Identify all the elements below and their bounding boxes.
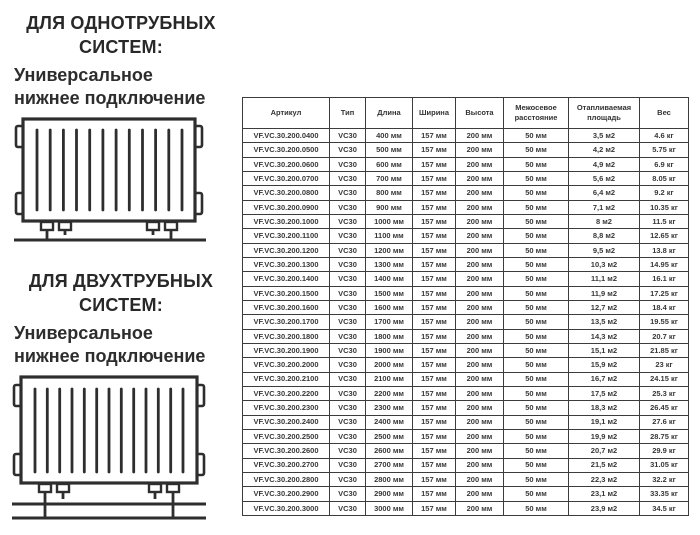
cell-axial-distance: 50 мм	[504, 129, 569, 143]
cell-length: 1600 мм	[366, 300, 413, 314]
cell-article: VF.VC.30.200.1800	[243, 329, 330, 343]
cell-height: 200 мм	[456, 171, 504, 185]
cell-type: VC30	[330, 200, 366, 214]
cell-type: VC30	[330, 186, 366, 200]
radiator-two-pipe-diagram-icon	[10, 374, 208, 524]
cell-type: VC30	[330, 315, 366, 329]
cell-height: 200 мм	[456, 415, 504, 429]
cell-article: VF.VC.30.200.0800	[243, 186, 330, 200]
cell-length: 800 мм	[366, 186, 413, 200]
cell-width: 157 мм	[413, 444, 456, 458]
cell-height: 200 мм	[456, 487, 504, 501]
table-row	[243, 171, 689, 185]
cell-axial-distance: 50 мм	[504, 429, 569, 443]
cell-width: 157 мм	[413, 358, 456, 372]
cell-heated-area: 23,9 м2	[569, 501, 640, 515]
cell-type: VC30	[330, 157, 366, 171]
cell-weight: 24.15 кг	[640, 372, 689, 386]
table-row	[243, 129, 689, 143]
cell-width: 157 мм	[413, 343, 456, 357]
cell-weight: 16.1 кг	[640, 272, 689, 286]
table-row	[243, 429, 689, 443]
cell-weight: 29.9 кг	[640, 444, 689, 458]
col-header-length: Длина	[366, 98, 413, 129]
cell-type: VC30	[330, 458, 366, 472]
cell-weight: 9.2 кг	[640, 186, 689, 200]
cell-length: 2600 мм	[366, 444, 413, 458]
cell-type: VC30	[330, 286, 366, 300]
cell-axial-distance: 50 мм	[504, 487, 569, 501]
cell-height: 200 мм	[456, 343, 504, 357]
table-row	[243, 487, 689, 501]
cell-type: VC30	[330, 429, 366, 443]
cell-weight: 5.75 кг	[640, 143, 689, 157]
cell-type: VC30	[330, 214, 366, 228]
cell-article: VF.VC.30.200.1500	[243, 286, 330, 300]
cell-article: VF.VC.30.200.0700	[243, 171, 330, 185]
cell-length: 1200 мм	[366, 243, 413, 257]
cell-weight: 18.4 кг	[640, 300, 689, 314]
cell-axial-distance: 50 мм	[504, 243, 569, 257]
cell-weight: 6.9 кг	[640, 157, 689, 171]
cell-type: VC30	[330, 143, 366, 157]
cell-article: VF.VC.30.200.2900	[243, 487, 330, 501]
col-header-type: Тип	[330, 98, 366, 129]
cell-heated-area: 17,5 м2	[569, 386, 640, 400]
cell-height: 200 мм	[456, 444, 504, 458]
cell-length: 900 мм	[366, 200, 413, 214]
cell-axial-distance: 50 мм	[504, 329, 569, 343]
cell-weight: 11.5 кг	[640, 214, 689, 228]
cell-heated-area: 11,9 м2	[569, 286, 640, 300]
cell-type: VC30	[330, 329, 366, 343]
cell-width: 157 мм	[413, 186, 456, 200]
cell-width: 157 мм	[413, 487, 456, 501]
cell-length: 700 мм	[366, 171, 413, 185]
cell-height: 200 мм	[456, 358, 504, 372]
cell-weight: 26.45 кг	[640, 401, 689, 415]
cell-weight: 28.75 кг	[640, 429, 689, 443]
cell-length: 2700 мм	[366, 458, 413, 472]
cell-height: 200 мм	[456, 300, 504, 314]
cell-type: VC30	[330, 386, 366, 400]
cell-article: VF.VC.30.200.1300	[243, 257, 330, 271]
cell-weight: 32.2 кг	[640, 472, 689, 486]
cell-length: 2100 мм	[366, 372, 413, 386]
cell-heated-area: 3,5 м2	[569, 129, 640, 143]
col-header-weight: Вес	[640, 98, 689, 129]
col-header-article: Артикул	[243, 98, 330, 129]
cell-axial-distance: 50 мм	[504, 257, 569, 271]
two-pipe-section-subtitle: Универсальное нижнее подключение	[14, 323, 206, 367]
cell-article: VF.VC.30.200.1700	[243, 315, 330, 329]
cell-width: 157 мм	[413, 372, 456, 386]
cell-weight: 13.8 кг	[640, 243, 689, 257]
cell-weight: 27.6 кг	[640, 415, 689, 429]
cell-width: 157 мм	[413, 501, 456, 515]
cell-weight: 19.55 кг	[640, 315, 689, 329]
cell-axial-distance: 50 мм	[504, 472, 569, 486]
cell-axial-distance: 50 мм	[504, 157, 569, 171]
cell-height: 200 мм	[456, 229, 504, 243]
cell-width: 157 мм	[413, 214, 456, 228]
cell-axial-distance: 50 мм	[504, 315, 569, 329]
cell-axial-distance: 50 мм	[504, 401, 569, 415]
cell-weight: 12.65 кг	[640, 229, 689, 243]
table-row	[243, 501, 689, 515]
table-row	[243, 458, 689, 472]
table-header-row	[243, 98, 689, 129]
cell-heated-area: 15,1 м2	[569, 343, 640, 357]
cell-height: 200 мм	[456, 429, 504, 443]
cell-axial-distance: 50 мм	[504, 444, 569, 458]
cell-axial-distance: 50 мм	[504, 200, 569, 214]
single-pipe-section-title: ДЛЯ ОДНОТРУБНЫХ СИСТЕМ:	[26, 13, 216, 57]
cell-weight: 20.7 кг	[640, 329, 689, 343]
cell-height: 200 мм	[456, 243, 504, 257]
cell-height: 200 мм	[456, 157, 504, 171]
table-row	[243, 472, 689, 486]
cell-heated-area: 14,3 м2	[569, 329, 640, 343]
cell-height: 200 мм	[456, 458, 504, 472]
cell-type: VC30	[330, 300, 366, 314]
cell-heated-area: 4,2 м2	[569, 143, 640, 157]
cell-article: VF.VC.30.200.1000	[243, 214, 330, 228]
cell-width: 157 мм	[413, 243, 456, 257]
cell-length: 600 мм	[366, 157, 413, 171]
cell-axial-distance: 50 мм	[504, 300, 569, 314]
cell-width: 157 мм	[413, 300, 456, 314]
spec-table	[242, 97, 689, 516]
table-row	[243, 272, 689, 286]
cell-axial-distance: 50 мм	[504, 386, 569, 400]
cell-weight: 8.05 кг	[640, 171, 689, 185]
cell-type: VC30	[330, 372, 366, 386]
cell-type: VC30	[330, 472, 366, 486]
cell-type: VC30	[330, 243, 366, 257]
cell-height: 200 мм	[456, 129, 504, 143]
cell-axial-distance: 50 мм	[504, 171, 569, 185]
cell-axial-distance: 50 мм	[504, 272, 569, 286]
cell-height: 200 мм	[456, 501, 504, 515]
table-row	[243, 157, 689, 171]
cell-type: VC30	[330, 444, 366, 458]
table-row	[243, 243, 689, 257]
table-row	[243, 401, 689, 415]
cell-heated-area: 23,1 м2	[569, 487, 640, 501]
cell-article: VF.VC.30.200.0600	[243, 157, 330, 171]
cell-article: VF.VC.30.200.0500	[243, 143, 330, 157]
cell-height: 200 мм	[456, 200, 504, 214]
cell-article: VF.VC.30.200.2000	[243, 358, 330, 372]
cell-length: 2400 мм	[366, 415, 413, 429]
cell-length: 1400 мм	[366, 272, 413, 286]
cell-axial-distance: 50 мм	[504, 229, 569, 243]
table-row	[243, 358, 689, 372]
cell-heated-area: 7,1 м2	[569, 200, 640, 214]
cell-article: VF.VC.30.200.2400	[243, 415, 330, 429]
table-row	[243, 343, 689, 357]
cell-type: VC30	[330, 272, 366, 286]
cell-width: 157 мм	[413, 286, 456, 300]
table-row	[243, 372, 689, 386]
cell-width: 157 мм	[413, 415, 456, 429]
cell-length: 2500 мм	[366, 429, 413, 443]
table-row	[243, 200, 689, 214]
table-row	[243, 257, 689, 271]
cell-article: VF.VC.30.200.2500	[243, 429, 330, 443]
cell-length: 1100 мм	[366, 229, 413, 243]
cell-heated-area: 10,3 м2	[569, 257, 640, 271]
cell-axial-distance: 50 мм	[504, 501, 569, 515]
cell-height: 200 мм	[456, 372, 504, 386]
cell-type: VC30	[330, 343, 366, 357]
cell-heated-area: 21,5 м2	[569, 458, 640, 472]
cell-width: 157 мм	[413, 458, 456, 472]
cell-article: VF.VC.30.200.2700	[243, 458, 330, 472]
cell-axial-distance: 50 мм	[504, 214, 569, 228]
cell-article: VF.VC.30.200.2100	[243, 372, 330, 386]
cell-height: 200 мм	[456, 272, 504, 286]
cell-height: 200 мм	[456, 143, 504, 157]
cell-article: VF.VC.30.200.1900	[243, 343, 330, 357]
cell-type: VC30	[330, 257, 366, 271]
table-body	[243, 129, 689, 516]
cell-type: VC30	[330, 229, 366, 243]
cell-length: 2800 мм	[366, 472, 413, 486]
cell-axial-distance: 50 мм	[504, 286, 569, 300]
cell-length: 1900 мм	[366, 343, 413, 357]
cell-axial-distance: 50 мм	[504, 372, 569, 386]
cell-axial-distance: 50 мм	[504, 415, 569, 429]
cell-width: 157 мм	[413, 401, 456, 415]
cell-axial-distance: 50 мм	[504, 186, 569, 200]
cell-article: VF.VC.30.200.0900	[243, 200, 330, 214]
cell-heated-area: 12,7 м2	[569, 300, 640, 314]
cell-width: 157 мм	[413, 171, 456, 185]
cell-width: 157 мм	[413, 143, 456, 157]
table-row	[243, 229, 689, 243]
cell-width: 157 мм	[413, 329, 456, 343]
cell-heated-area: 20,7 м2	[569, 444, 640, 458]
cell-height: 200 мм	[456, 286, 504, 300]
cell-heated-area: 19,1 м2	[569, 415, 640, 429]
cell-weight: 25.3 кг	[640, 386, 689, 400]
cell-heated-area: 22,3 м2	[569, 472, 640, 486]
cell-weight: 14.95 кг	[640, 257, 689, 271]
table-row	[243, 329, 689, 343]
cell-heated-area: 5,6 м2	[569, 171, 640, 185]
cell-axial-distance: 50 мм	[504, 343, 569, 357]
cell-article: VF.VC.30.200.2200	[243, 386, 330, 400]
table-row	[243, 214, 689, 228]
cell-weight: 10.35 кг	[640, 200, 689, 214]
cell-height: 200 мм	[456, 386, 504, 400]
cell-article: VF.VC.30.200.2300	[243, 401, 330, 415]
cell-height: 200 мм	[456, 472, 504, 486]
cell-axial-distance: 50 мм	[504, 143, 569, 157]
col-header-width: Ширина	[413, 98, 456, 129]
cell-width: 157 мм	[413, 157, 456, 171]
cell-heated-area: 9,5 м2	[569, 243, 640, 257]
cell-type: VC30	[330, 415, 366, 429]
cell-article: VF.VC.30.200.1200	[243, 243, 330, 257]
cell-article: VF.VC.30.200.1400	[243, 272, 330, 286]
cell-length: 1800 мм	[366, 329, 413, 343]
cell-length: 1700 мм	[366, 315, 413, 329]
cell-height: 200 мм	[456, 214, 504, 228]
table-row	[243, 186, 689, 200]
cell-weight: 21.85 кг	[640, 343, 689, 357]
cell-heated-area: 16,7 м2	[569, 372, 640, 386]
cell-height: 200 мм	[456, 401, 504, 415]
cell-heated-area: 18,3 м2	[569, 401, 640, 415]
cell-type: VC30	[330, 129, 366, 143]
table-row	[243, 300, 689, 314]
cell-heated-area: 19,9 м2	[569, 429, 640, 443]
cell-width: 157 мм	[413, 257, 456, 271]
table-row	[243, 315, 689, 329]
cell-length: 400 мм	[366, 129, 413, 143]
cell-width: 157 мм	[413, 315, 456, 329]
cell-length: 2200 мм	[366, 386, 413, 400]
table-row	[243, 143, 689, 157]
cell-article: VF.VC.30.200.2600	[243, 444, 330, 458]
cell-weight: 33.35 кг	[640, 487, 689, 501]
cell-type: VC30	[330, 501, 366, 515]
col-header-height: Высота	[456, 98, 504, 129]
cell-type: VC30	[330, 171, 366, 185]
cell-height: 200 мм	[456, 257, 504, 271]
single-pipe-section-subtitle: Универсальное нижнее подключение	[14, 65, 206, 109]
cell-heated-area: 13,5 м2	[569, 315, 640, 329]
cell-length: 3000 мм	[366, 501, 413, 515]
cell-type: VC30	[330, 358, 366, 372]
cell-weight: 4.6 кг	[640, 129, 689, 143]
cell-article: VF.VC.30.200.1100	[243, 229, 330, 243]
cell-height: 200 мм	[456, 329, 504, 343]
table-row	[243, 415, 689, 429]
cell-article: VF.VC.30.200.0400	[243, 129, 330, 143]
cell-length: 2300 мм	[366, 401, 413, 415]
cell-article: VF.VC.30.200.1600	[243, 300, 330, 314]
cell-width: 157 мм	[413, 272, 456, 286]
cell-width: 157 мм	[413, 386, 456, 400]
cell-axial-distance: 50 мм	[504, 358, 569, 372]
two-pipe-section-title: ДЛЯ ДВУХТРУБНЫХ СИСТЕМ:	[28, 271, 214, 315]
cell-heated-area: 11,1 м2	[569, 272, 640, 286]
cell-weight: 31.05 кг	[640, 458, 689, 472]
table-row	[243, 286, 689, 300]
cell-heated-area: 8 м2	[569, 214, 640, 228]
cell-heated-area: 15,9 м2	[569, 358, 640, 372]
cell-article: VF.VC.30.200.2800	[243, 472, 330, 486]
radiator-single-pipe-diagram-icon	[12, 116, 206, 250]
cell-type: VC30	[330, 487, 366, 501]
cell-length: 1000 мм	[366, 214, 413, 228]
col-header-axial-distance: Межосевое расстояние	[504, 98, 569, 129]
cell-length: 500 мм	[366, 143, 413, 157]
table-row	[243, 386, 689, 400]
cell-width: 157 мм	[413, 429, 456, 443]
cell-heated-area: 4,9 м2	[569, 157, 640, 171]
cell-article: VF.VC.30.200.3000	[243, 501, 330, 515]
col-header-heated-area: Отапливаемая площадь	[569, 98, 640, 129]
cell-axial-distance: 50 мм	[504, 458, 569, 472]
cell-heated-area: 8,8 м2	[569, 229, 640, 243]
cell-weight: 17.25 кг	[640, 286, 689, 300]
cell-length: 1300 мм	[366, 257, 413, 271]
cell-height: 200 мм	[456, 186, 504, 200]
cell-weight: 34.5 кг	[640, 501, 689, 515]
cell-width: 157 мм	[413, 472, 456, 486]
cell-width: 157 мм	[413, 229, 456, 243]
table-row	[243, 444, 689, 458]
cell-width: 157 мм	[413, 200, 456, 214]
cell-height: 200 мм	[456, 315, 504, 329]
cell-type: VC30	[330, 401, 366, 415]
cell-length: 1500 мм	[366, 286, 413, 300]
cell-weight: 23 кг	[640, 358, 689, 372]
cell-heated-area: 6,4 м2	[569, 186, 640, 200]
cell-length: 2000 мм	[366, 358, 413, 372]
cell-length: 2900 мм	[366, 487, 413, 501]
cell-width: 157 мм	[413, 129, 456, 143]
